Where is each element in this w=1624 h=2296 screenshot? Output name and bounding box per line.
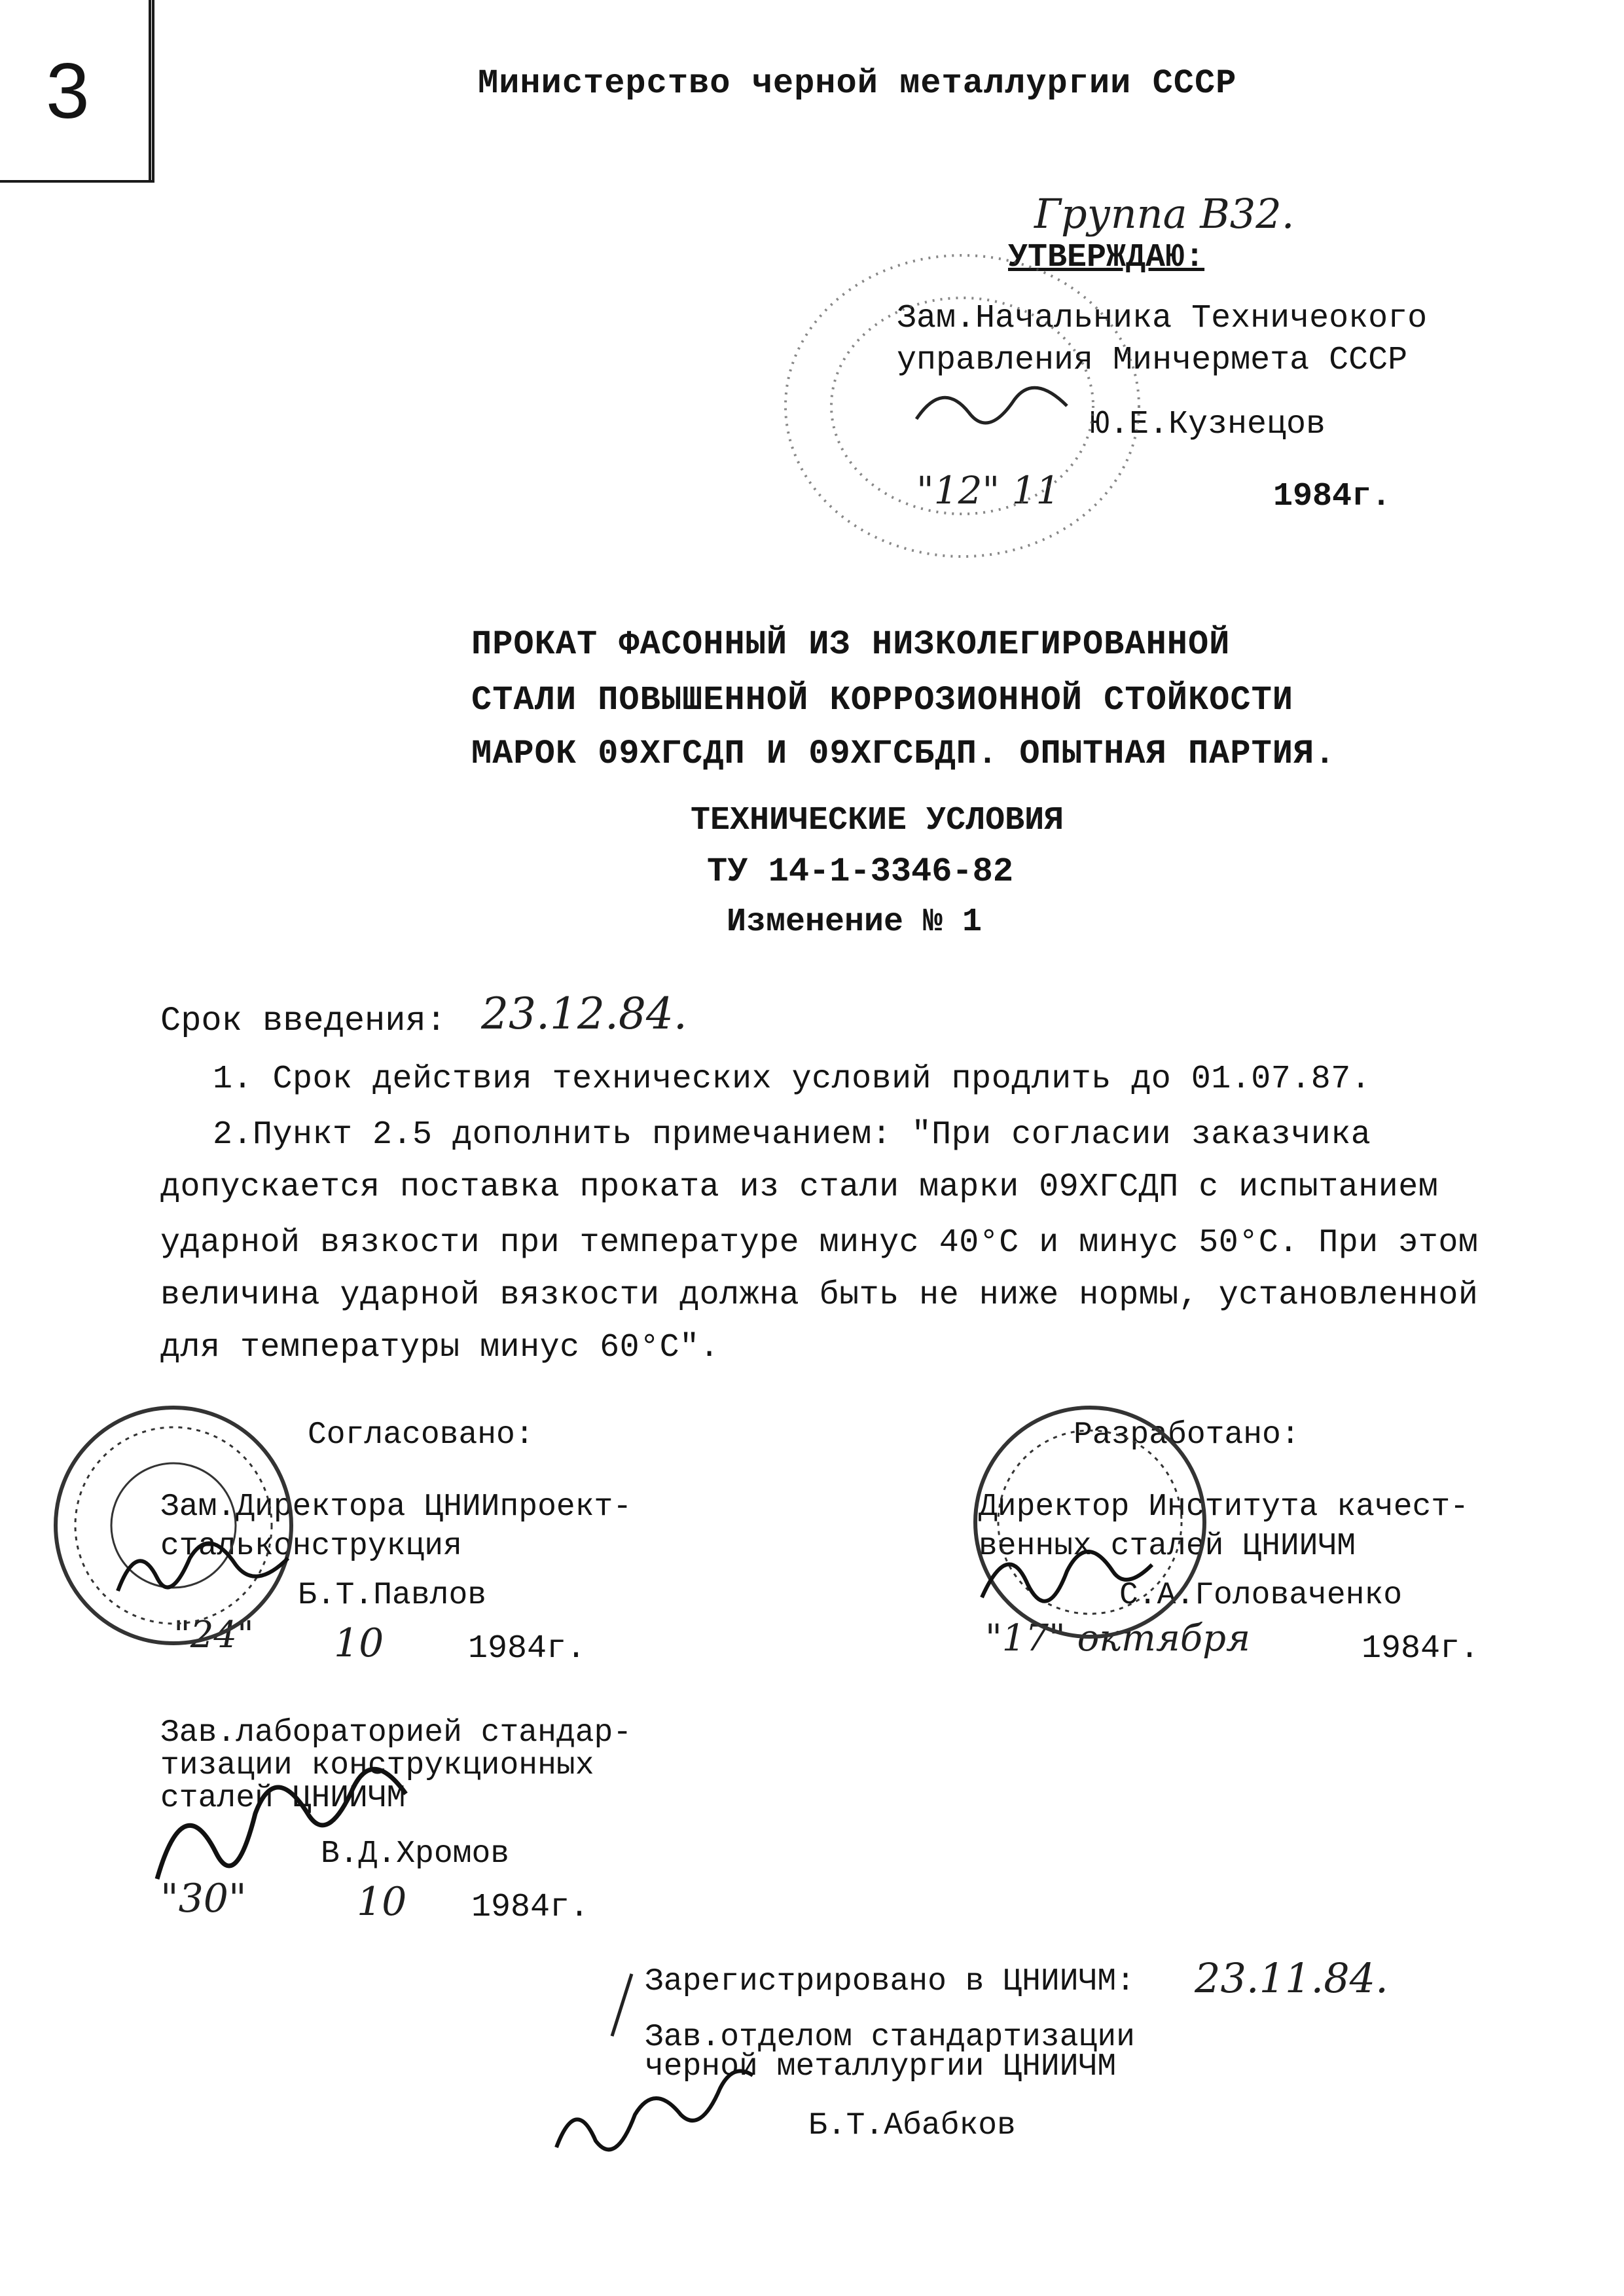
registration-label: Зарегистрировано в ЦНИИЧМ:: [645, 1964, 1135, 1999]
approval-signature: [916, 388, 1067, 423]
spec-number: ТУ 14-1-3346-82: [707, 852, 1014, 891]
lab-year: 1984г.: [471, 1889, 590, 1926]
developed-signature: [982, 1552, 1152, 1601]
document-title-line2: СТАЛИ ПОВЫШЕННОЙ КОРРОЗИОННОЙ СТОЙКОСТИ: [471, 681, 1293, 720]
spec-change: Изменение № 1: [727, 903, 983, 941]
body-line-1: 1. Срок действия технических условий продлить до 01.07.87.: [213, 1061, 1371, 1098]
approval-group-note: Группа В32.: [1034, 190, 1295, 238]
agreed-position-line1: Зам.Директора ЦНИИпроект-: [160, 1489, 632, 1525]
developed-position-line1: Директор Института качест-: [979, 1489, 1469, 1525]
registration-position-line2: черной металлургии ЦНИИЧМ: [645, 2049, 1117, 2085]
body-line-4: ударной вязкости при температуре минус 40°С и минус 50°С. При этом: [160, 1224, 1479, 1262]
registration-position-line1: Зав.отделом стандартизации: [645, 2020, 1135, 2055]
body-line-2: 2.Пункт 2.5 дополнить примечанием: "При согласии заказчика: [213, 1116, 1371, 1154]
body-line-3: допускается поставка проката из стали марки 09ХГСДП с испытанием: [160, 1169, 1439, 1206]
agreed-date-day: "24": [173, 1614, 254, 1656]
lab-name: В.Д.Хромов: [321, 1836, 510, 1872]
document-title-line3: МАРОК 09ХГСДП И 09ХГСБДП. ОПЫТНАЯ ПАРТИЯ.: [471, 735, 1336, 773]
agreed-position-line2: стальконструкция: [160, 1529, 462, 1564]
developed-name: С.А.Головаченко: [1119, 1578, 1403, 1613]
developed-heading: Разработано:: [1074, 1417, 1300, 1453]
lab-position-line3: сталей ЦНИИЧМ: [160, 1781, 406, 1816]
document-title-line1: ПРОКАТ ФАСОННЫЙ ИЗ НИЗКОЛЕГИРОВАННОЙ: [471, 625, 1231, 664]
approval-position-line2: управления Минчермета СССР: [897, 342, 1408, 379]
registration-signature: [556, 2071, 753, 2149]
approval-title: УТВЕРЖДАЮ:: [1008, 239, 1205, 276]
body-line-5: величина ударной вязкости должна быть не ниже нормы, установленной: [160, 1277, 1479, 1314]
lab-date-day: "30": [160, 1876, 247, 1922]
developed-stamp: [975, 1408, 1204, 1637]
spec-label: ТЕХНИЧЕСКИЕ УСЛОВИЯ: [691, 802, 1064, 839]
ministry-header: Министерство черной металлургии СССР: [478, 64, 1237, 103]
agreed-signature: [118, 1543, 288, 1591]
developed-position-line2: венных сталей ЦНИИЧМ: [979, 1529, 1356, 1564]
approval-date-handwritten: "12" 11: [916, 468, 1060, 513]
lab-date-month: 10: [357, 1879, 407, 1925]
agreed-year: 1984г.: [468, 1630, 586, 1667]
agreed-heading: Согласовано:: [308, 1417, 534, 1453]
approval-name: Ю.Е.Кузнецов: [1090, 406, 1326, 443]
body-line-6: для температуры минус 60°С".: [160, 1329, 720, 1366]
term-value: 23.12.84.: [481, 989, 687, 1039]
developed-date: "17" октября: [985, 1617, 1251, 1660]
lab-position-line1: Зав.лабораторией стандар-: [160, 1715, 632, 1751]
lab-signature: [157, 1769, 406, 1879]
developed-year: 1984г.: [1362, 1630, 1480, 1667]
registration-name: Б.Т.Абабков: [808, 2108, 1016, 2143]
page-number: 3: [46, 47, 90, 135]
lab-position-line2: тизации конструкционных: [160, 1748, 594, 1783]
agreed-stamp: [56, 1408, 291, 1643]
agreed-date-month: 10: [334, 1620, 384, 1666]
approval-year: 1984г.: [1273, 478, 1392, 515]
approval-position-line1: Зам.Начальника Техничеокого: [897, 300, 1428, 337]
term-label: Срок введения:: [160, 1002, 446, 1040]
registration-date: 23.11.84.: [1195, 1954, 1388, 2002]
agreed-name: Б.Т.Павлов: [298, 1578, 487, 1613]
